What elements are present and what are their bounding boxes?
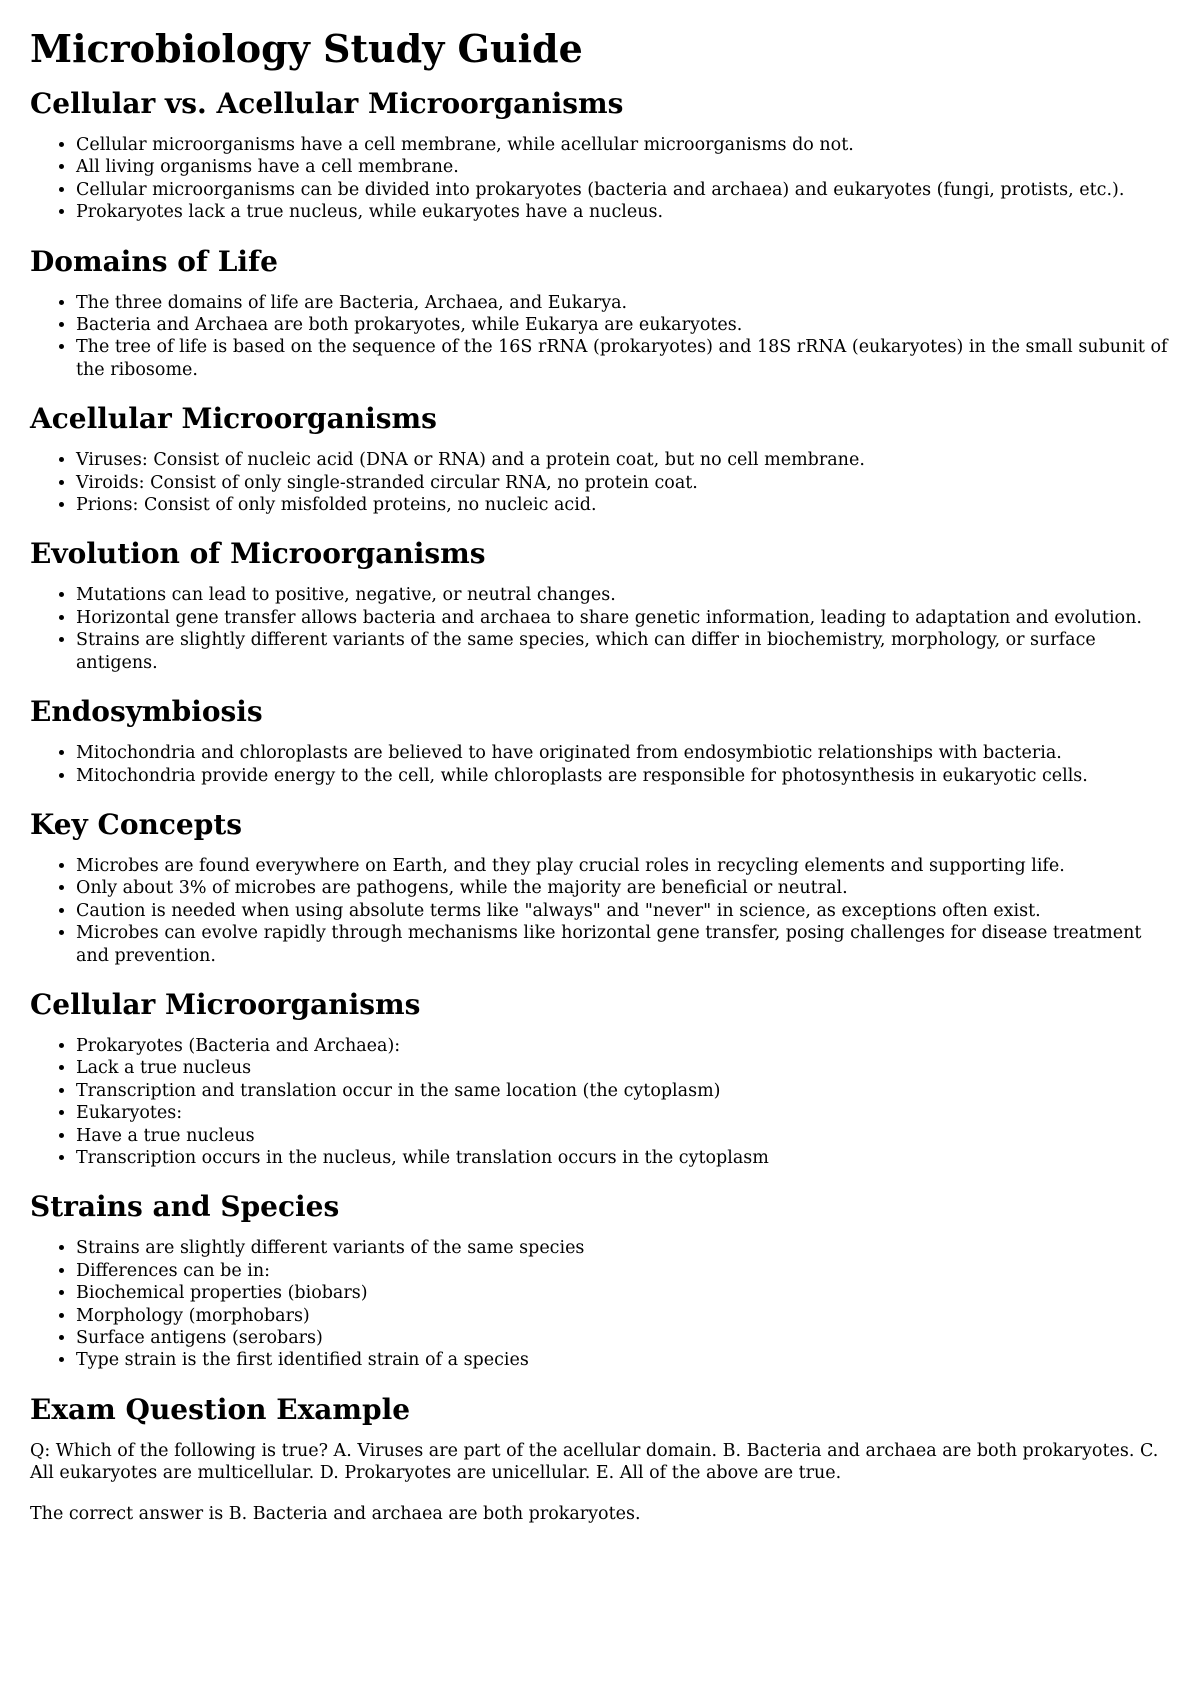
section-heading: Key Concepts xyxy=(30,807,243,841)
list-item: • Have a true nucleus xyxy=(76,1125,1170,1147)
bullet-list xyxy=(30,855,1170,967)
exam-answer: The correct answer is B. Bacteria and archaea are both prokaryotes. xyxy=(30,1503,641,1524)
list-item: • Lack a true nucleus xyxy=(76,1057,1170,1079)
section-domains-of-life xyxy=(30,244,1170,382)
list-item: • Prokaryotes (Bacteria and Archaea): xyxy=(76,1035,1170,1057)
list-item: • Prokaryotes lack a true nucleus, while eukaryotes have a nucleus. xyxy=(76,201,1170,223)
section-acellular-microorganisms xyxy=(30,401,1170,516)
section-heading: Strains and Species xyxy=(30,1190,340,1224)
section-heading: Cellular vs. Acellular Microorganisms xyxy=(30,87,624,120)
bullet-list xyxy=(30,742,1170,787)
section-exam-question xyxy=(30,1392,1170,1525)
list-item: • Morphology (morphobars) xyxy=(76,1305,1170,1327)
list-item: • Prions: Consist of only misfolded proteins, no nucleic acid. xyxy=(76,494,1170,516)
list-item: • Bacteria and Archaea are both prokaryotes, while Eukarya are eukaryotes. xyxy=(76,314,1170,336)
list-item: • Differences can be in: xyxy=(76,1260,1170,1282)
exam-question: Q: Which of the following is true? A. Viruses are part of the acellular domain. B. Bacteria and archaea are both prokaryotes. C. All eukaryotes are multicellular. D. Prokaryotes are unicellular. E. All of the above are true. xyxy=(30,1440,1159,1484)
section-heading: Exam Question Example xyxy=(30,1392,411,1426)
list-item: • Type strain is the first identified strain of a species xyxy=(76,1349,1170,1371)
list-item: • Transcription occurs in the nucleus, while translation occurs in the cytoplasm xyxy=(76,1147,1170,1169)
list-item: • Mitochondria provide energy to the cell, while chloroplasts are responsible for photosynthesis in eukaryotic cells. xyxy=(76,765,1170,787)
list-item: • Viroids: Consist of only single-stranded circular RNA, no protein coat. xyxy=(76,472,1170,494)
list-item: • Only about 3% of microbes are pathogens, while the majority are beneficial or neutral. xyxy=(76,877,1170,899)
list-item: • Biochemical properties (biobars) xyxy=(76,1282,1170,1304)
list-item: • Microbes can evolve rapidly through mechanisms like horizontal gene transfer, posing challenges for disease treatment and prevention. xyxy=(76,922,1170,967)
bullet-list xyxy=(30,1035,1170,1169)
list-item: • Transcription and translation occur in the same location (the cytoplasm) xyxy=(76,1080,1170,1102)
list-item: • Eukaryotes: xyxy=(76,1102,1170,1124)
section-heading: Cellular Microorganisms xyxy=(30,987,421,1021)
bullet-list xyxy=(30,292,1170,382)
list-item: • Strains are slightly different variants of the same species, which can differ in biochemistry, morphology, or surface antigens. xyxy=(76,629,1170,674)
list-item: • The three domains of life are Bacteria, Archaea, and Eukarya. xyxy=(76,292,1170,314)
section-cellular-vs-acellular xyxy=(30,86,1170,224)
list-item: • Caution is needed when using absolute terms like "always" and "never" in science, as exceptions often exist. xyxy=(76,900,1170,922)
list-item: • Surface antigens (serobars) xyxy=(76,1327,1170,1349)
list-item: • Viruses: Consist of nucleic acid (DNA or RNA) and a protein coat, but no cell membrane. xyxy=(76,449,1170,471)
list-item: • Cellular microorganisms have a cell membrane, while acellular microorganisms do not. xyxy=(76,134,1170,156)
page-title: Microbiology Study Guide xyxy=(30,26,583,71)
section-key-concepts xyxy=(30,807,1170,967)
list-item: • Mitochondria and chloroplasts are believed to have originated from endosymbiotic relationships with bacteria. xyxy=(76,742,1170,764)
section-heading: Evolution of Microorganisms xyxy=(30,537,486,571)
bullet-list xyxy=(30,1237,1170,1371)
section-heading: Endosymbiosis xyxy=(30,695,263,729)
list-item: • All living organisms have a cell membrane. xyxy=(76,156,1170,178)
list-item: • Cellular microorganisms can be divided into prokaryotes (bacteria and archaea) and eukaryotes (fungi, protists, etc.). xyxy=(76,179,1170,201)
bullet-list xyxy=(30,584,1170,674)
section-evolution xyxy=(30,536,1170,674)
list-item: • Strains are slightly different variants of the same species xyxy=(76,1237,1170,1259)
section-heading: Domains of Life xyxy=(30,244,278,278)
section-heading: Acellular Microorganisms xyxy=(30,402,437,436)
section-cellular-microorganisms xyxy=(30,987,1170,1169)
bullet-list xyxy=(30,134,1170,224)
section-endosymbiosis xyxy=(30,694,1170,787)
section-strains-and-species xyxy=(30,1189,1170,1371)
list-item: • Horizontal gene transfer allows bacteria and archaea to share genetic information, leading to adaptation and evolution. xyxy=(76,607,1170,629)
list-item: • Microbes are found everywhere on Earth, and they play crucial roles in recycling elements and supporting life. xyxy=(76,855,1170,877)
bullet-list xyxy=(30,449,1170,516)
list-item: • Mutations can lead to positive, negative, or neutral changes. xyxy=(76,584,1170,606)
list-item: • The tree of life is based on the sequence of the 16S rRNA (prokaryotes) and 18S rRNA (eukaryotes) in the small subunit of the ribosome. xyxy=(76,336,1170,381)
